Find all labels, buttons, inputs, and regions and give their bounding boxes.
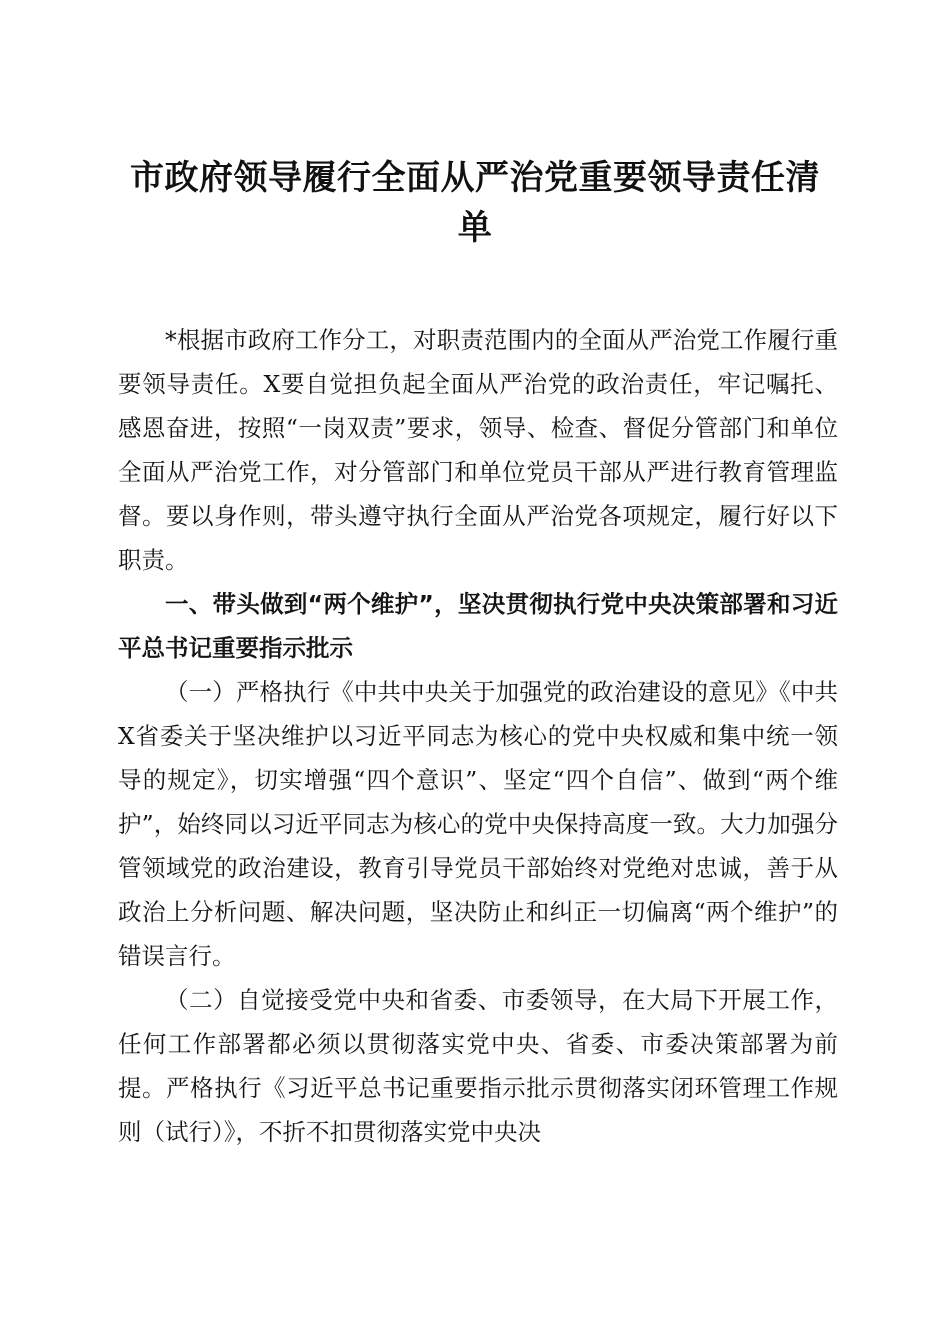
intro-paragraph: *根据市政府工作分工，对职责范围内的全面从严治党工作履行重要领导责任。X要自觉担负起全面从严治党的政治责任，牢记嘱托、感恩奋进，按照“一岗双责”要求，领导、检查、督促分管部门和单位全面从严治党工作，对分管部门和单位党员干部从严进行教育管理监督。要以身作则，带头遵守执行全面从严治党各项规定，履行好以下职责。 — [118, 326, 838, 574]
title-line-1: 市政府领导履行全面从严治党重要领导责任清 — [130, 158, 820, 198]
title-line-2: 单 — [457, 208, 493, 248]
document-body — [118, 318, 838, 1154]
document-title — [110, 153, 840, 253]
item-paragraph-2: （二）自觉接受党中央和省委、市委领导，在大局下开展工作，任何工作部署都必须以贯彻落实党中央、省委、市委决策部署为前提。严格执行《习近平总书记重要指示批示贯彻落实闭环管理工作规则（试行）》，不折不扣贯彻落实党中央决 — [118, 986, 838, 1146]
item-paragraph-1: （一）严格执行《中共中央关于加强党的政治建设的意见》《中共X省委关于坚决维护以习近平同志为核心的党中央权威和集中统一领导的规定》，切实增强“四个意识”、坚定“四个自信”、做到“两个维护”，始终同以习近平同志为核心的党中央保持高度一致。大力加强分管领域党的政治建设，教育引导党员干部始终对党绝对忠诚，善于从政治上分析问题、解决问题，坚决防止和纠正一切偏离“两个维护”的错误言行。 — [118, 678, 838, 970]
section-heading-1: 一、带头做到“两个维护”，坚决贯彻执行党中央决策部署和习近平总书记重要指示批示 — [118, 590, 838, 662]
